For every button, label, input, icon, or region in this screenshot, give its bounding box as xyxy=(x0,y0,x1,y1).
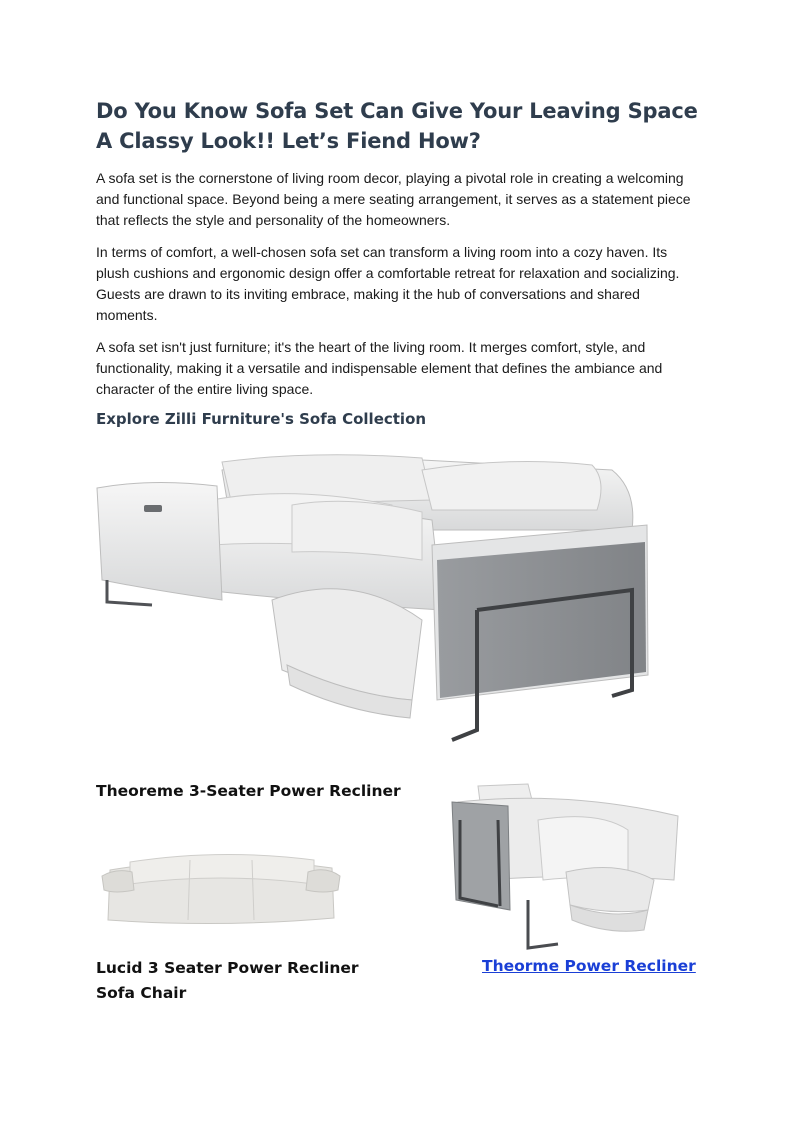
sofa-3-seater-recliner-image xyxy=(92,450,658,750)
section-heading: Explore Zilli Furniture's Sofa Collection xyxy=(96,410,427,428)
product-caption-lucid-sofa: Lucid 3 Seater Power Recliner Sofa Chair xyxy=(96,959,359,1002)
paragraph-2: In terms of comfort, a well-chosen sofa set can transform a living room into a cozy haven. Its plush cushions and ergonomic design offer a comfortable retreat for relaxation and socializing. Guests are drawn to its inviting embrace, making it the hub of conversations and shared moments. xyxy=(96,244,680,323)
article-title: Do You Know Sofa Set Can Give Your Leaving Space A Classy Look!! Let’s Fiend How? xyxy=(96,99,698,153)
paragraph-3: A sofa set isn't just furniture; it's the heart of the living room. It merges comfort, style, and functionality, making it a versatile and indispensable element that defines the ambiance and character of the entire living space. xyxy=(96,339,663,397)
recliner-chair-image xyxy=(448,780,684,952)
paragraph-1: A sofa set is the cornerstone of living room decor, playing a pivotal role in creating a welcoming and functional space. Beyond being a mere seating arrangement, it serves as a statement piece that reflects the style and personality of the homeowners. xyxy=(96,170,691,228)
theorme-power-recliner-link[interactable]: Theorme Power Recliner xyxy=(482,957,696,975)
product-caption-theoreme-sofa: Theoreme 3-Seater Power Recliner xyxy=(96,782,401,800)
lucid-sofa-image xyxy=(100,850,342,930)
